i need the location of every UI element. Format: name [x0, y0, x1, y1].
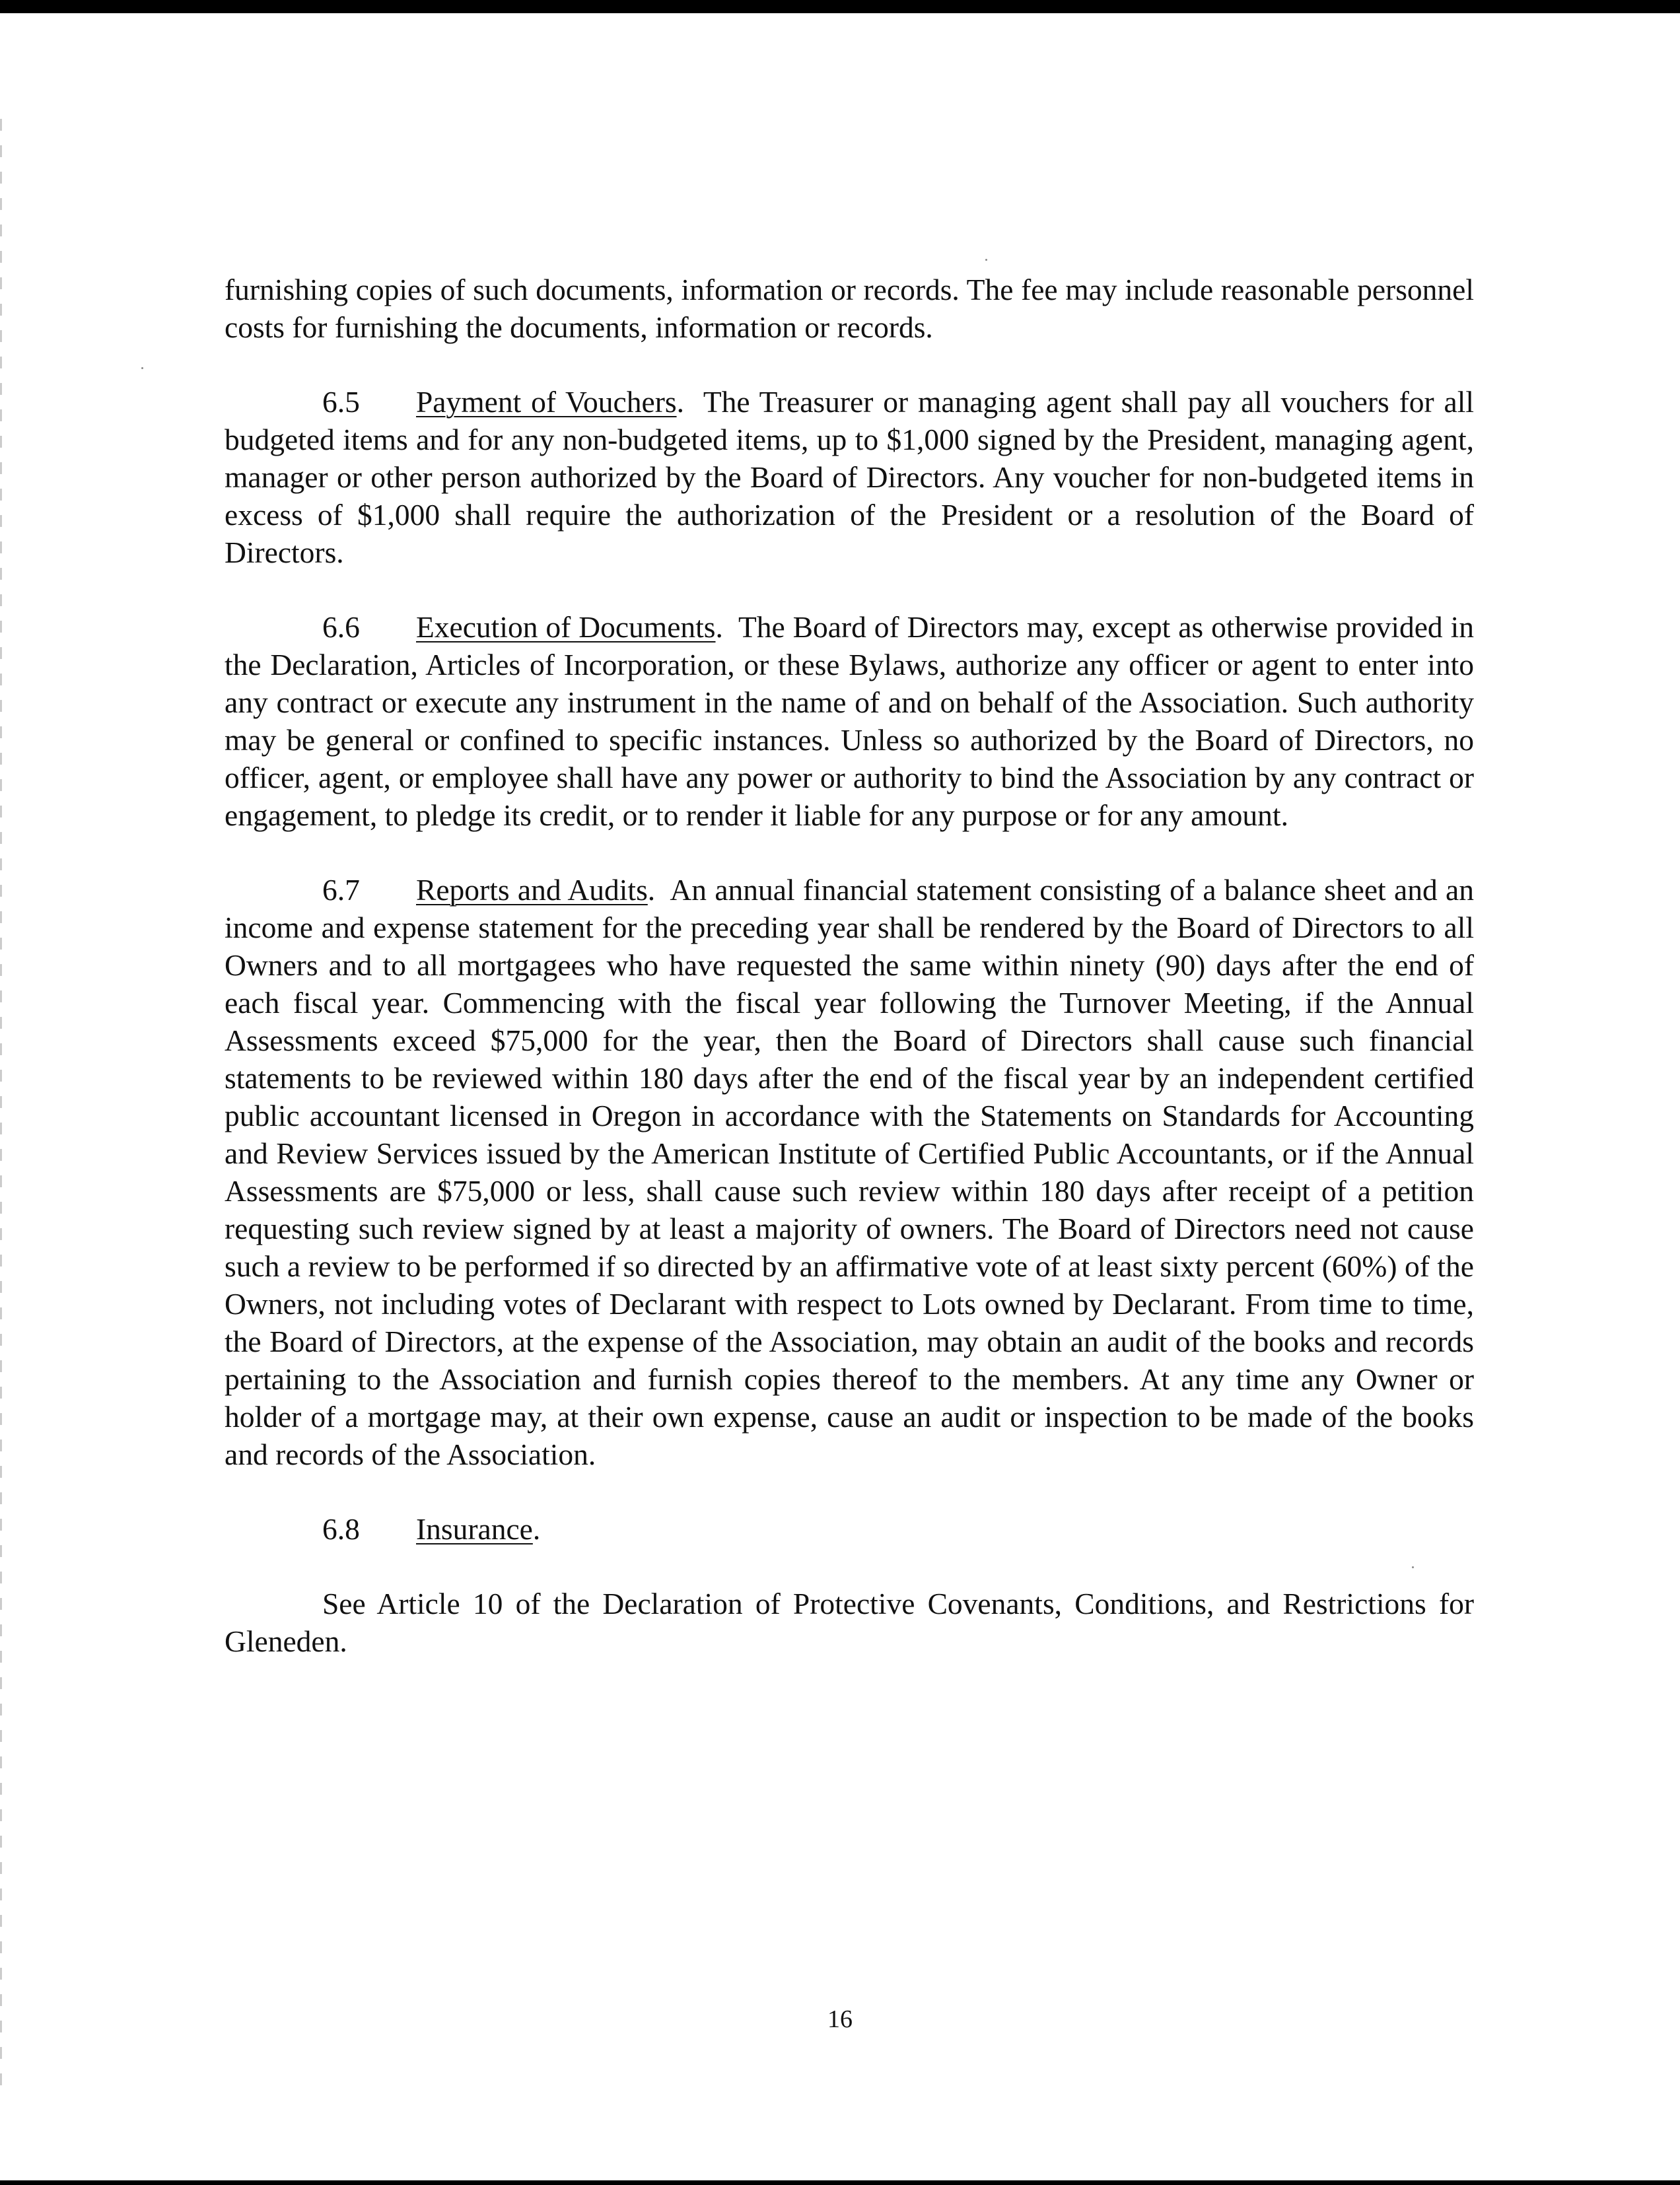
section-text: The Treasurer or managing agent shall pay all vouchers for all budgeted items and for any non-budgeted items, up to $1,000 signed by the President, managing agent, manager or other person authorized by the Board of Directors. Any voucher for non-budgeted items in excess of $1,000 shall require the authorization of the President or a resolution of the Board of Directors. [225, 385, 1474, 569]
section-text: An annual financial statement consisting of a balance sheet and an income and expense statement for the preceding year shall be rendered by the Board of Directors to all Owners and to all mortgagees who have requested the same within ninety (90) days after the end of each fiscal year. Commencing with the fiscal year following the Turnover Meeting, if the Annual Assessments exceed $75,000 for the year, then the Board of Directors shall cause such financial statements to be reviewed within 180 days after the end of the fiscal year by an independent certified public accountant licensed in Oregon in accordance with the Statements on Standards for Accounting and Review Services issued by the American Institute of Certified Public Accountants, or if the Annual Assessments are $75,000 or less, shall cause such review within 180 days after receipt of a petition requesting such review signed by at least a majority of owners. The Board of Directors need not cause such a review to be performed if so directed by an affirmative vote of at least sixty percent (60%) of the Owners, not including votes of Declarant with respect to Lots owned by Declarant. From time to time, the Board of Directors, at the expense of the Association, may obtain an audit of the books and records pertaining to the Association and furnish copies thereof to the members. At any time any Owner or holder of a mortgage may, at their own expense, cause an audit or inspection to be made of the books and records of the Association. [225, 873, 1475, 1471]
section-number: 6.5 [322, 385, 360, 419]
section-number: 6.7 [322, 873, 360, 907]
section-text: The Board of Directors may, except as otherwise provided in the Declaration, Articles of Incorporation, or these Bylaws, authorize any officer or agent to enter into any contract or execute any instrument in the name of and on behalf of the Association. Such authority may be general or confined to specific instances. Unless so authorized by the Board of Directors, no officer, agent, or employee shall have any power or authority to bind the Association by any contract or engagement, to pledge its credit, or to render it liable for any purpose or for any amount. [225, 610, 1474, 832]
scan-speck [985, 259, 987, 261]
section-6-7: 6.7 Reports and Audits. An annual financial statement consisting of a balance sheet and an income and expense statement for the preceding year shall be rendered by the Board of Directors to all Owners and to all mortgagees who have requested the same within ninety (90) days after the end of each fiscal year. Commencing with the fiscal year following the Turnover Meeting, if the Annual Assessments exceed $75,000 for the year, then the Board of Directors shall cause such financial statements to be reviewed within 180 days after the end of the fiscal year by an independent certified public accountant licensed in Oregon in accordance with the Statements on Standards for Accounting and Review Services issued by the American Institute of Certified Public Accountants, or if the Annual Assessments are $75,000 or less, shall cause such review within 180 days after receipt of a petition requesting such review signed by at least a majority of owners. The Board of Directors need not cause such a review to be performed if so directed by an affirmative vote of at least sixty percent (60%) of the Owners, not including votes of Declarant with respect to Lots owned by Declarant. From time to time, the Board of Directors, at the expense of the Association, may obtain an audit of the books and records pertaining to the Association and furnish copies thereof to the members. At any time any Owner or holder of a mortgage may, at their own expense, cause an audit or inspection to be made of the books and records of the Association. [225, 871, 1474, 1473]
section-title: Payment of Vouchers [416, 385, 677, 419]
scan-edge-left [0, 119, 2, 2100]
page-number: 16 [827, 2005, 853, 2033]
document-page [225, 271, 1474, 1697]
paragraph-text: See Article 10 of the Declaration of Protective Covenants, Conditions, and Restrictions for Gleneden. [225, 1587, 1474, 1658]
scan-speck [141, 367, 143, 369]
section-6-6: 6.6 Execution of Documents. The Board of Directors may, except as otherwise provided in the Declaration, Articles of Incorporation, or these Bylaws, authorize any officer or agent to enter into any contract or execute any instrument in the name of and on behalf of the Association. Such authority may be general or confined to specific instances. Unless so authorized by the Board of Directors, no officer, agent, or employee shall have any power or authority to bind the Association by any contract or engagement, to pledge its credit, or to render it liable for any purpose or for any amount. [225, 608, 1474, 834]
section-title: Insurance [416, 1512, 533, 1546]
scan-border-bottom [0, 2180, 1680, 2185]
section-6-5: 6.5 Payment of Vouchers. The Treasurer or managing agent shall pay all vouchers for all budgeted items and for any non-budgeted items, up to $1,000 signed by the President, managing agent, manager or other person authorized by the Board of Directors. Any voucher for non-budgeted items in excess of $1,000 shall require the authorization of the President or a resolution of the Board of Directors. [225, 383, 1474, 571]
section-title: Reports and Audits [416, 873, 648, 907]
section-title: Execution of Documents [416, 610, 716, 644]
paragraph-text: furnishing copies of such documents, information or records. The fee may include reasonable personnel costs for furnishing the documents, information or records. [225, 273, 1474, 344]
section-number: 6.8 [322, 1512, 360, 1546]
paragraph-continuation [225, 271, 1474, 346]
section-6-8: 6.8 Insurance. [322, 1510, 1474, 1548]
section-6-8-body [225, 1585, 1474, 1660]
scan-border-top [0, 0, 1680, 13]
section-number: 6.6 [322, 610, 360, 644]
